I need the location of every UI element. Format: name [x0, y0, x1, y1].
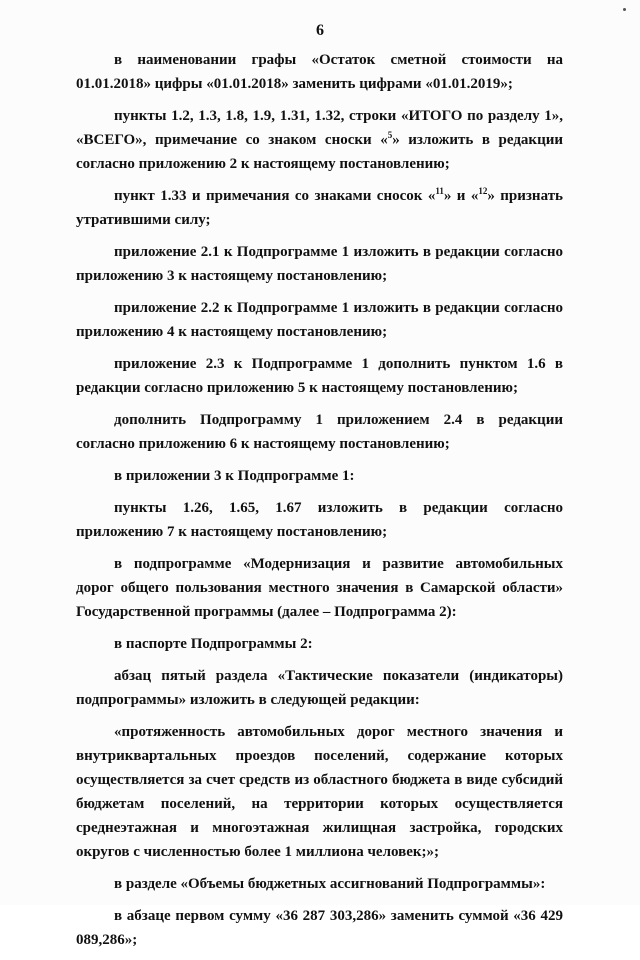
paragraph: в абзаце первом сумму «36 287 303,286» заменить суммой «36 429 089,286»; — [76, 908, 563, 948]
paragraph: приложение 2.3 к Подпрограмме 1 дополнить пунктом 1.6 в редакции согласно приложению 5 к настоящему постановлению; — [76, 356, 563, 396]
paragraph: приложение 2.2 к Подпрограмме 1 изложить в редакции согласно приложению 4 к настоящему постановлению; — [76, 300, 563, 340]
paragraph: пункт 1.33 и примечания со знаками сносок «$^{11}$» и «$^{12}$» признать утратившими силу; — [76, 186, 563, 228]
paragraph: в приложении 3 к Подпрограмме 1: — [114, 468, 355, 484]
paragraph: приложение 2.1 к Подпрограмме 1 изложить в редакции согласно приложению 3 к настоящему постановлению; — [76, 244, 563, 284]
scan-speck — [623, 8, 626, 11]
document-body — [76, 48, 563, 960]
paragraph: в паспорте Подпрограммы 2: — [114, 636, 313, 652]
paragraph: пункты 1.26, 1.65, 1.67 изложить в редакции согласно приложению 7 к настоящему постановлению; — [76, 500, 563, 540]
paragraph: пункты 1.2, 1.3, 1.8, 1.9, 1.31, 1.32, строки «ИТОГО по разделу 1», «ВСЕГО», примечание со знаком сноски «$^5$» изложить в редакции согласно приложению 2 к настоящему постановлению; — [76, 108, 563, 172]
paragraph: «протяженность автомобильных дорог местного значения и внутриквартальных проездов поселений, содержание которых осуществляется за счет средств из областного бюджета в виде субсидий бюджетам поселений, на территории которых осуществляется среднеэтажная и многоэтажная жилищная застройка, городских округов с численностью более 1 миллиона человек;»; — [76, 724, 563, 860]
paragraph: в наименовании графы «Остаток сметной стоимости на 01.01.2018» цифры «01.01.2018» заменить цифрами «01.01.2019»; — [76, 52, 563, 92]
paragraph: дополнить Подпрограмму 1 приложением 2.4 в редакции согласно приложению 6 к настоящему постановлению; — [76, 412, 563, 452]
paragraph: абзац пятый раздела «Тактические показатели (индикаторы) подпрограммы» изложить в следующей редакции: — [76, 668, 563, 708]
page-number: 6 — [316, 22, 324, 39]
paragraph: в разделе «Объемы бюджетных ассигнований Подпрограммы»: — [114, 876, 546, 892]
paragraph: в подпрограмме «Модернизация и развитие автомобильных дорог общего пользования местного значения в Самарской области» Государственной программы (далее – Подпрограмма 2): — [76, 556, 563, 620]
